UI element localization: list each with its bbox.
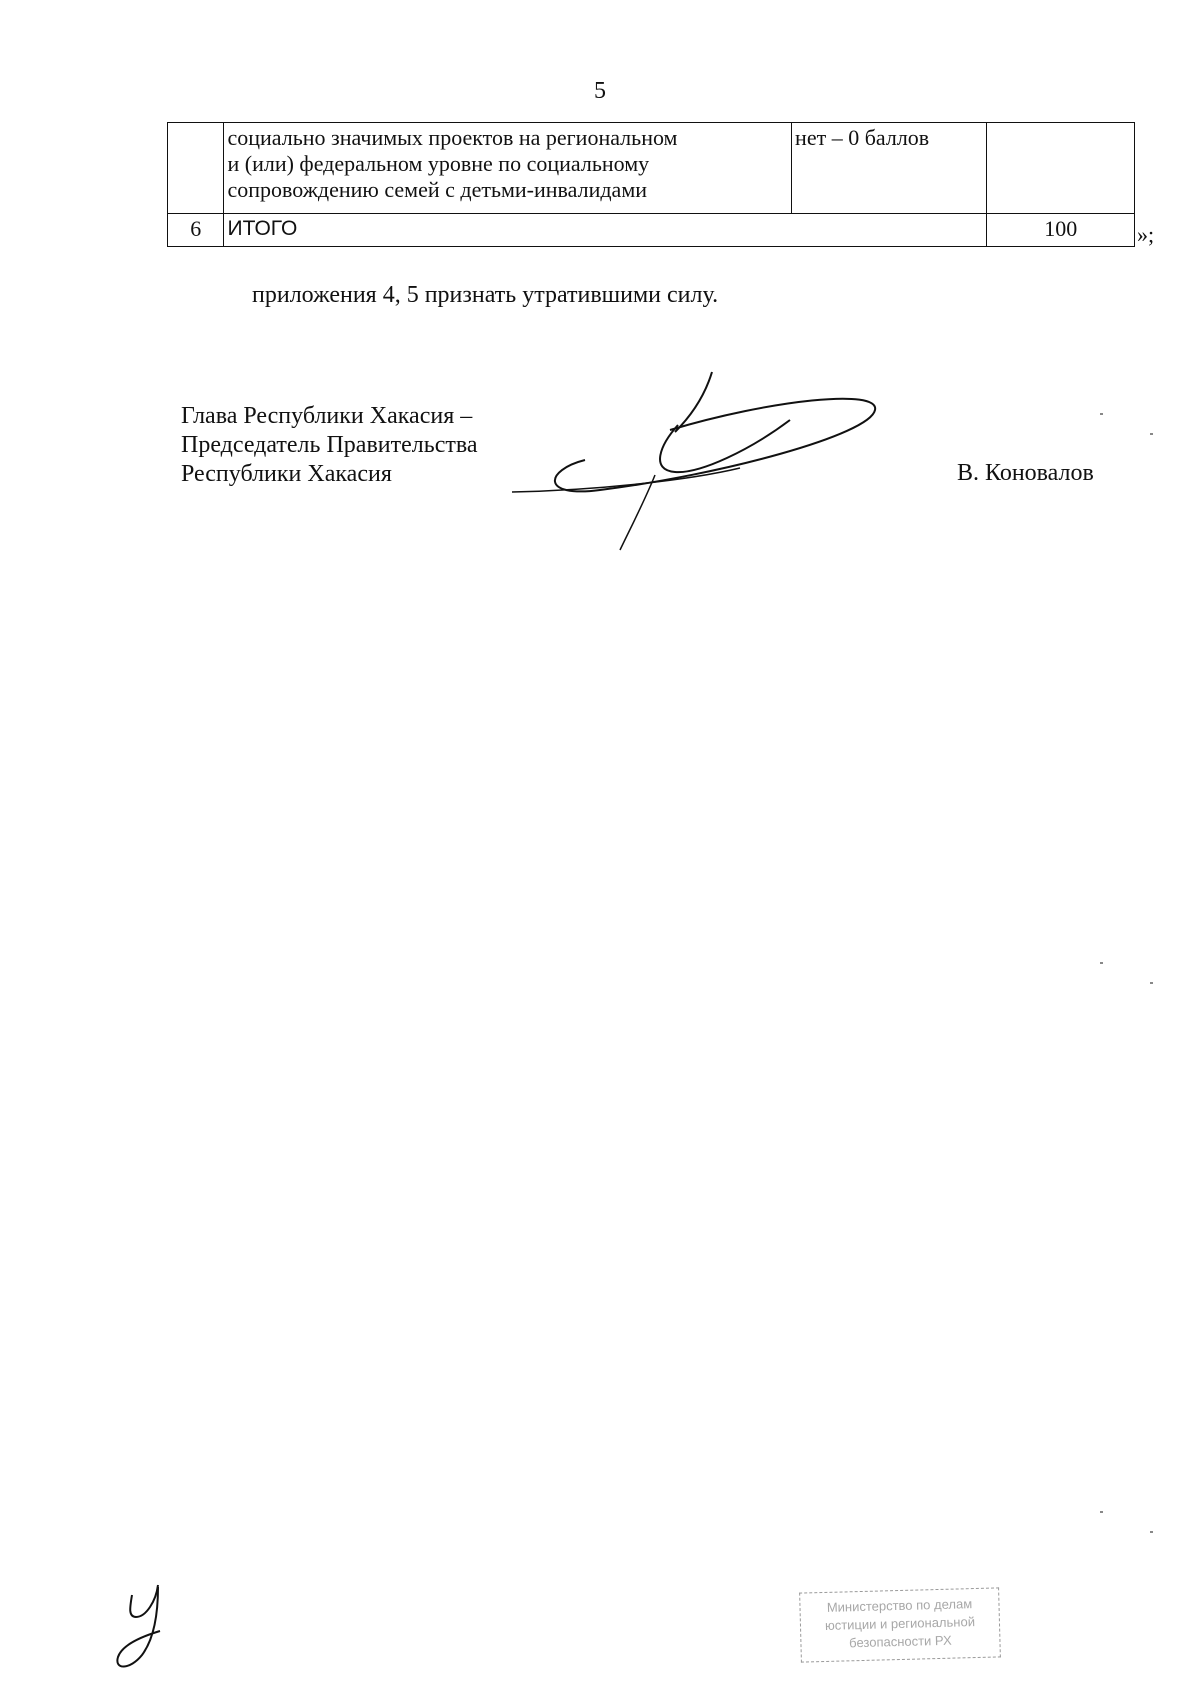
scan-speck <box>1100 1511 1103 1513</box>
page-number: 5 <box>594 78 606 104</box>
criterion-description-line: социально значимых проектов на региональном <box>227 125 678 150</box>
stamp-line: безопасности РХ <box>848 1632 952 1651</box>
closing-quote: »; <box>1137 222 1155 247</box>
criterion-max-score <box>987 123 1135 214</box>
criterion-description <box>224 123 792 214</box>
signatory-name: В. Коновалов <box>957 460 1094 486</box>
total-value: 100 <box>987 214 1135 247</box>
signatory-title <box>181 402 478 489</box>
decision-text: приложения 4, 5 признать утратившими силу. <box>252 282 719 308</box>
scan-speck <box>1100 962 1103 964</box>
scan-speck <box>1150 982 1153 984</box>
row-number <box>168 123 224 214</box>
criterion-description-line: сопровождению семей с детьми-инвалидами <box>227 177 648 202</box>
criteria-table <box>167 122 1135 247</box>
criterion-description-line: и (или) федеральном уровне по социальному <box>227 151 650 176</box>
handwritten-signature-icon <box>500 360 900 560</box>
signatory-title-line: Глава Республики Хакасия – <box>181 403 473 429</box>
table-row <box>168 123 1135 214</box>
criterion-score-text: нет – 0 баллов <box>792 123 987 214</box>
signatory-title-line: Республики Хакасия <box>181 461 392 487</box>
handwritten-initials-icon <box>110 1575 190 1675</box>
scan-speck <box>1150 1531 1153 1533</box>
signatory-title-line: Председатель Правительства <box>181 432 478 458</box>
table-row-total <box>168 214 1135 247</box>
total-label: ИТОГО <box>224 214 987 247</box>
stamp-line: юстиции и региональной <box>824 1614 976 1633</box>
scan-speck <box>1150 433 1153 435</box>
stamp-line: Министерство по делам <box>826 1596 973 1615</box>
scan-speck <box>1100 413 1103 415</box>
total-row-number: 6 <box>168 214 224 247</box>
registration-stamp <box>799 1587 1001 1662</box>
